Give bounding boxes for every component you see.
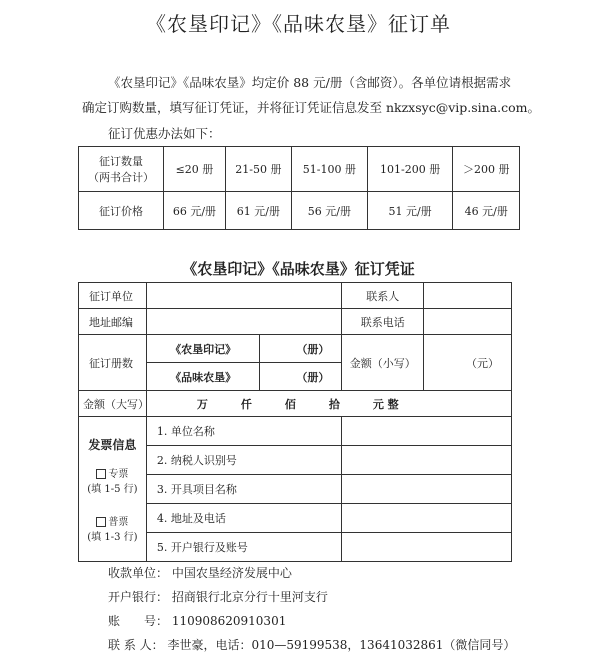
amount-small-label: 金额（小写）: [342, 335, 424, 391]
invoice-item-field[interactable]: [342, 417, 512, 446]
price-cell: 66 元/册: [164, 192, 226, 230]
contact-label: 联系人: [342, 283, 424, 309]
quantity-cell: ≤20 册: [164, 147, 226, 192]
page-title: 《农垦印记》《品味农垦》征订单: [146, 12, 451, 36]
quantity-label: 征订数量: [99, 155, 143, 168]
invoice-item-field[interactable]: [342, 475, 512, 504]
book1-count-field[interactable]: （册）: [260, 335, 342, 363]
special-invoice-label: 专票: [108, 468, 129, 480]
unit-label: 征订单位: [79, 283, 147, 309]
unit-field[interactable]: [146, 283, 342, 309]
price-label: 征订价格: [79, 192, 164, 230]
phone-field[interactable]: [424, 309, 512, 335]
invoice-label: 发票信息: [88, 437, 137, 452]
quantity-cell: 51-100 册: [291, 147, 367, 192]
contact-field[interactable]: [424, 283, 512, 309]
general-invoice-label: 普票: [108, 516, 129, 528]
footer-account: 账 号： 110908620910301: [108, 614, 287, 628]
price-table: [78, 146, 520, 230]
count-label: 征订册数: [79, 335, 147, 391]
discount-heading: 征订优惠办法如下：: [108, 126, 221, 141]
invoice-item-label: 5. 开户银行及账号: [146, 533, 342, 562]
phone-label: 联系电话: [342, 309, 424, 335]
footer-contact: 联 系 人： 李世豪，电话：010—59199538，13641032861（微信同号）: [108, 638, 516, 652]
invoice-item-label: 2. 纳税人识别号: [146, 446, 342, 475]
invoice-item-field[interactable]: [342, 504, 512, 533]
quantity-cell: 21-50 册: [225, 147, 291, 192]
price-cell: 46 元/册: [453, 192, 520, 230]
quantity-label-cell: [79, 147, 164, 192]
intro-line-1: 《农垦印记》《品味农垦》均定价 88 元/册（含邮资）。各单位请根据需求: [108, 75, 512, 90]
invoice-item-label: 4. 地址及电话: [146, 504, 342, 533]
address-label: 地址邮编: [79, 309, 147, 335]
special-invoice-checkbox[interactable]: [96, 469, 106, 479]
invoice-item-label: 1. 单位名称: [146, 417, 342, 446]
invoice-cell: [79, 417, 147, 562]
intro-line-2: 确定订购数量，填写征订凭证，并将征订凭证信息发至 nkzxsyc@vip.sina.com。: [82, 100, 541, 115]
general-invoice-note: (填 1-3 行): [87, 531, 138, 543]
book1-label: 《农垦印记》: [146, 335, 260, 363]
price-cell: 61 元/册: [225, 192, 291, 230]
general-invoice-checkbox[interactable]: [96, 517, 106, 527]
footer-payee: 收款单位： 中国农垦经济发展中心: [108, 566, 292, 580]
price-cell: 51 元/册: [367, 192, 453, 230]
amount-big-label: 金额（大写）: [79, 391, 147, 417]
amount-small-field[interactable]: （元）: [424, 335, 512, 391]
quantity-cell: 101-200 册: [367, 147, 453, 192]
address-field[interactable]: [146, 309, 342, 335]
invoice-item-field[interactable]: [342, 446, 512, 475]
book2-count-field[interactable]: （册）: [260, 363, 342, 391]
voucher-title: 《农垦印记》《品味农垦》征订凭证: [182, 260, 415, 278]
quantity-label-sub: （两书合计）: [88, 171, 154, 184]
price-cell: 56 元/册: [291, 192, 367, 230]
invoice-item-field[interactable]: [342, 533, 512, 562]
voucher-form: [78, 282, 512, 562]
special-invoice-note: (填 1-5 行): [87, 483, 138, 495]
amount-big-field[interactable]: 万 仟 佰 拾 元 整: [146, 391, 511, 417]
quantity-cell: ＞200 册: [453, 147, 520, 192]
book2-label: 《品味农垦》: [146, 363, 260, 391]
footer-bank: 开户银行： 招商银行北京分行十里河支行: [108, 590, 328, 604]
invoice-item-label: 3. 开具项目名称: [146, 475, 342, 504]
